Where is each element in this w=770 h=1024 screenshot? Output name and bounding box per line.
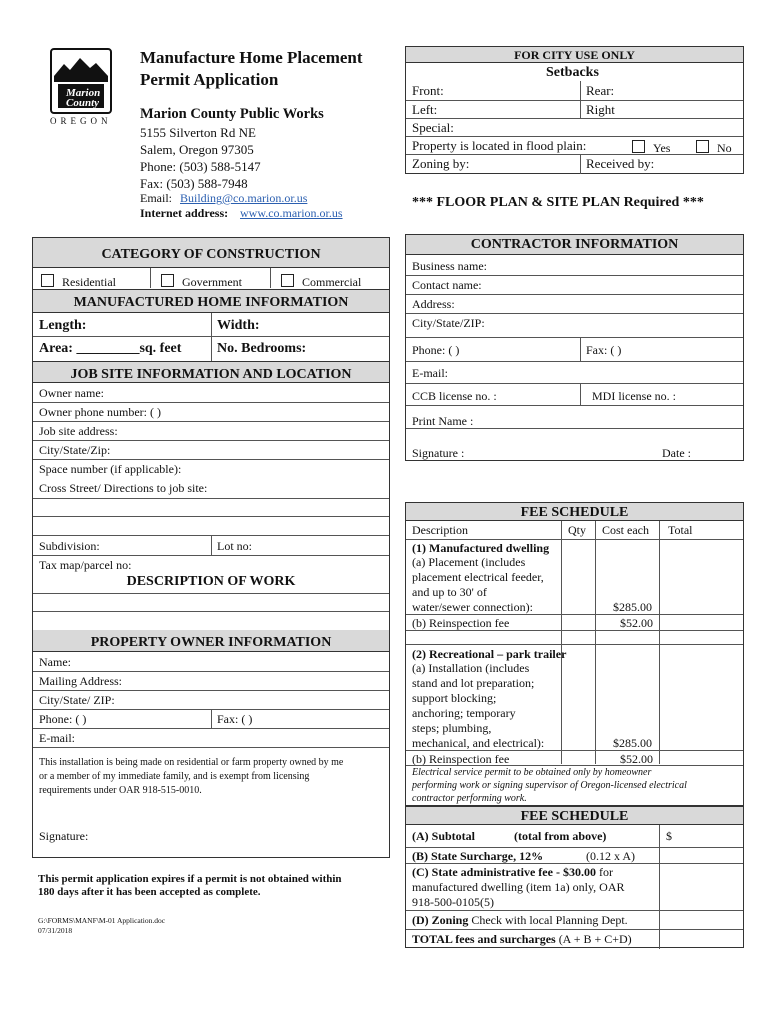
government-checkbox[interactable]: [161, 274, 242, 288]
flood-plain-label: Property is located in flood plain:: [412, 138, 587, 153]
col-qty: Qty: [568, 523, 586, 537]
special-label: Special:: [412, 120, 454, 135]
contractor-date-label: Date :: [662, 446, 691, 460]
commercial-label: Commercial: [302, 275, 362, 289]
fee-schedule-title: FEE SCHEDULE: [406, 503, 743, 521]
admin-fee-label: (C) State administrative fee - $30.00: [412, 865, 596, 879]
business-name-label: Business name:: [412, 259, 487, 273]
contractor-title: CONTRACTOR INFORMATION: [406, 235, 743, 255]
col-cost: Cost each: [602, 523, 649, 537]
po-signature-label: Signature:: [39, 829, 89, 843]
po-name-label: Name:: [39, 655, 71, 669]
contractor-fax-label: Fax: ( ): [586, 343, 622, 357]
org-address1: 5155 Silverton Rd NE: [140, 125, 256, 140]
subtotal-dollar: $: [666, 829, 672, 843]
surcharge-label: (B) State Surcharge, 12%: [412, 849, 544, 863]
subtotal-desc: (total from above): [514, 829, 607, 843]
electrical-note-line3: contractor performing work.: [412, 793, 527, 804]
exempt-statement-line2: or a member of my immediate family, and is exempt from licensing: [39, 771, 310, 782]
contractor-address-label: Address:: [412, 297, 455, 311]
org-phone: Phone: (503) 588-5147: [140, 159, 261, 174]
owner-name-label: Owner name:: [39, 386, 104, 400]
left-label: Left:: [412, 102, 438, 117]
contractor-signature-label: Signature :: [412, 446, 465, 460]
admin-fee-line1: [412, 866, 613, 878]
org-email-link[interactable]: Building@co.marion.or.us: [180, 191, 308, 205]
flood-yes-checkbox[interactable]: [632, 140, 670, 154]
fee-s2b-cost: $52.00: [620, 752, 653, 766]
fee-summary-title: FEE SCHEDULE: [406, 807, 743, 825]
county-logo: [50, 48, 112, 114]
org-name: Marion County Public Works: [140, 106, 324, 122]
commercial-checkbox[interactable]: [281, 274, 361, 288]
left-form-box: [32, 237, 390, 858]
org-address2: Salem, Oregon 97305: [140, 142, 254, 157]
fee-s1a-line1: (a) Placement (includes: [412, 555, 526, 569]
flood-yes-label: Yes: [653, 141, 671, 155]
col-total: Total: [668, 523, 693, 537]
front-label: Front:: [412, 83, 444, 98]
total-fees-label: TOTAL fees and surcharges: [412, 932, 556, 946]
flood-no-checkbox[interactable]: [696, 140, 732, 154]
fee-s1b-label: (b) Reinspection fee: [412, 616, 510, 630]
fee-schedule-box: [405, 502, 744, 806]
fee-s2a-line4: anchoring; temporary: [412, 706, 516, 720]
rear-label: Rear:: [586, 83, 615, 98]
expiry-line2: 180 days after it has been accepted as complete.: [38, 886, 261, 898]
ccb-license-label: CCB license no. :: [412, 389, 497, 403]
tax-map-label: Tax map/parcel no:: [39, 558, 132, 572]
fee-s2b-label: (b) Reinspection fee: [412, 752, 510, 766]
logo-text-county: County: [66, 97, 100, 109]
space-number-label: Space number (if applicable):: [39, 462, 182, 476]
owner-phone-label: Owner phone number: ( ): [39, 405, 161, 419]
government-label: Government: [182, 275, 242, 289]
contractor-phone-label: Phone: ( ): [412, 343, 460, 357]
logo-state: OREGON: [50, 116, 112, 126]
fee-s1a-line3: and up to 30' of: [412, 585, 487, 599]
org-internet-label: Internet address:: [140, 206, 229, 220]
contact-name-label: Contact name:: [412, 278, 482, 292]
property-owner-title: PROPERTY OWNER INFORMATION: [33, 630, 389, 652]
residential-label: Residential: [62, 275, 116, 289]
mdi-license-label: MDI license no. :: [592, 389, 676, 403]
setbacks-title: Setbacks: [546, 65, 599, 80]
residential-checkbox[interactable]: [41, 274, 116, 288]
fee-s2a-line5: steps; plumbing,: [412, 721, 492, 735]
contractor-box: [405, 234, 744, 461]
job-site-title: JOB SITE INFORMATION AND LOCATION: [33, 361, 389, 383]
fee-s2a-line6: mechanical, and electrical):: [412, 736, 545, 750]
bedrooms-label: No. Bedrooms:: [217, 341, 307, 356]
right-label: Right: [586, 102, 615, 117]
print-name-label: Print Name :: [412, 414, 474, 428]
subdivision-label: Subdivision:: [39, 539, 100, 553]
lot-label: Lot no:: [217, 539, 252, 553]
page-title-line2: Permit Application: [140, 70, 279, 89]
category-title: CATEGORY OF CONSTRUCTION: [33, 238, 389, 268]
area-label: Area: _________sq. feet: [39, 341, 182, 356]
job-city-label: City/State/Zip:: [39, 443, 111, 457]
city-use-title: FOR CITY USE ONLY: [406, 47, 743, 63]
admin-fee-line2: manufactured dwelling (item 1a) only, OAR: [412, 880, 625, 894]
flood-no-label: No: [717, 141, 732, 155]
surcharge-desc: (0.12 x A): [586, 849, 635, 863]
job-address-label: Job site address:: [39, 424, 118, 438]
col-description: Description: [412, 523, 468, 537]
city-use-box: [405, 46, 744, 174]
cross-street-label: Cross Street/ Directions to job site:: [39, 481, 208, 495]
po-phone-label: Phone: ( ): [39, 712, 87, 726]
length-label: Length:: [39, 318, 87, 333]
logo-text-marion: Marion: [66, 87, 101, 99]
fee-summary-box: [405, 806, 744, 948]
contractor-city-label: City/State/ZIP:: [412, 316, 485, 330]
electrical-note-line1: Electrical service permit to be obtained only by homeowner: [412, 767, 652, 778]
zoning-fee-label: (D) Zoning: [412, 913, 469, 927]
fee-s2a-line3: support blocking;: [412, 691, 497, 705]
mfg-home-title: MANUFACTURED HOME INFORMATION: [33, 289, 389, 313]
po-email-label: E-mail:: [39, 731, 75, 745]
fee-s2a-line1: (a) Installation (includes: [412, 661, 530, 675]
subtotal-label: (A) Subtotal: [412, 829, 476, 843]
total-fees-rest: (A + B + C+D): [555, 932, 632, 946]
electrical-note-line2: performing work or signing supervisor of Oregon-licensed electrical: [412, 780, 687, 791]
zoning-by-label: Zoning by:: [412, 156, 470, 171]
po-mailing-label: Mailing Address:: [39, 674, 122, 688]
fee-s1b-cost: $52.00: [620, 616, 653, 630]
fee-s1a-cost: $285.00: [613, 600, 652, 614]
exempt-statement-line1: This installation is being made on residential or farm property owned by me: [39, 757, 344, 768]
fee-s2-title: (2) Recreational – park trailer: [412, 647, 567, 661]
floor-plan-note: *** FLOOR PLAN & SITE PLAN Required ***: [412, 195, 704, 210]
admin-fee-line3: 918-500-0105(5): [412, 895, 494, 909]
page-title-line1: Manufacture Home Placement: [140, 48, 363, 67]
org-internet-link[interactable]: www.co.marion.or.us: [240, 206, 343, 220]
fee-s2a-line2: stand and lot preparation;: [412, 676, 535, 690]
expiry-line1: This permit application expires if a permit is not obtained within: [38, 873, 342, 885]
fee-s2a-cost: $285.00: [613, 736, 652, 750]
zoning-fee-rest: Check with local Planning Dept.: [468, 913, 628, 927]
total-fees-line: [412, 933, 632, 945]
received-by-label: Received by:: [586, 156, 655, 171]
po-fax-label: Fax: ( ): [217, 712, 253, 726]
fee-s1a-line2: placement electrical feeder,: [412, 570, 544, 584]
fee-s1a-line4: water/sewer connection):: [412, 600, 533, 614]
footer-date: 07/31/2018: [38, 926, 73, 935]
footer-path: G:\FORMS\MANF\M-01 Application.doc: [38, 916, 166, 925]
org-email-label: Email:: [140, 191, 172, 205]
width-label: Width:: [217, 318, 260, 333]
admin-fee-rest: for: [595, 865, 613, 879]
description-title: DESCRIPTION OF WORK: [126, 574, 296, 589]
zoning-fee-line: [412, 914, 628, 926]
contractor-email-label: E-mail:: [412, 366, 448, 380]
fee-s1-title: (1) Manufactured dwelling: [412, 541, 550, 555]
org-fax: Fax: (503) 588-7948: [140, 176, 248, 191]
po-city-label: City/State/ ZIP:: [39, 693, 115, 707]
exempt-statement-line3: requirements under OAR 918-515-0010.: [39, 785, 202, 796]
